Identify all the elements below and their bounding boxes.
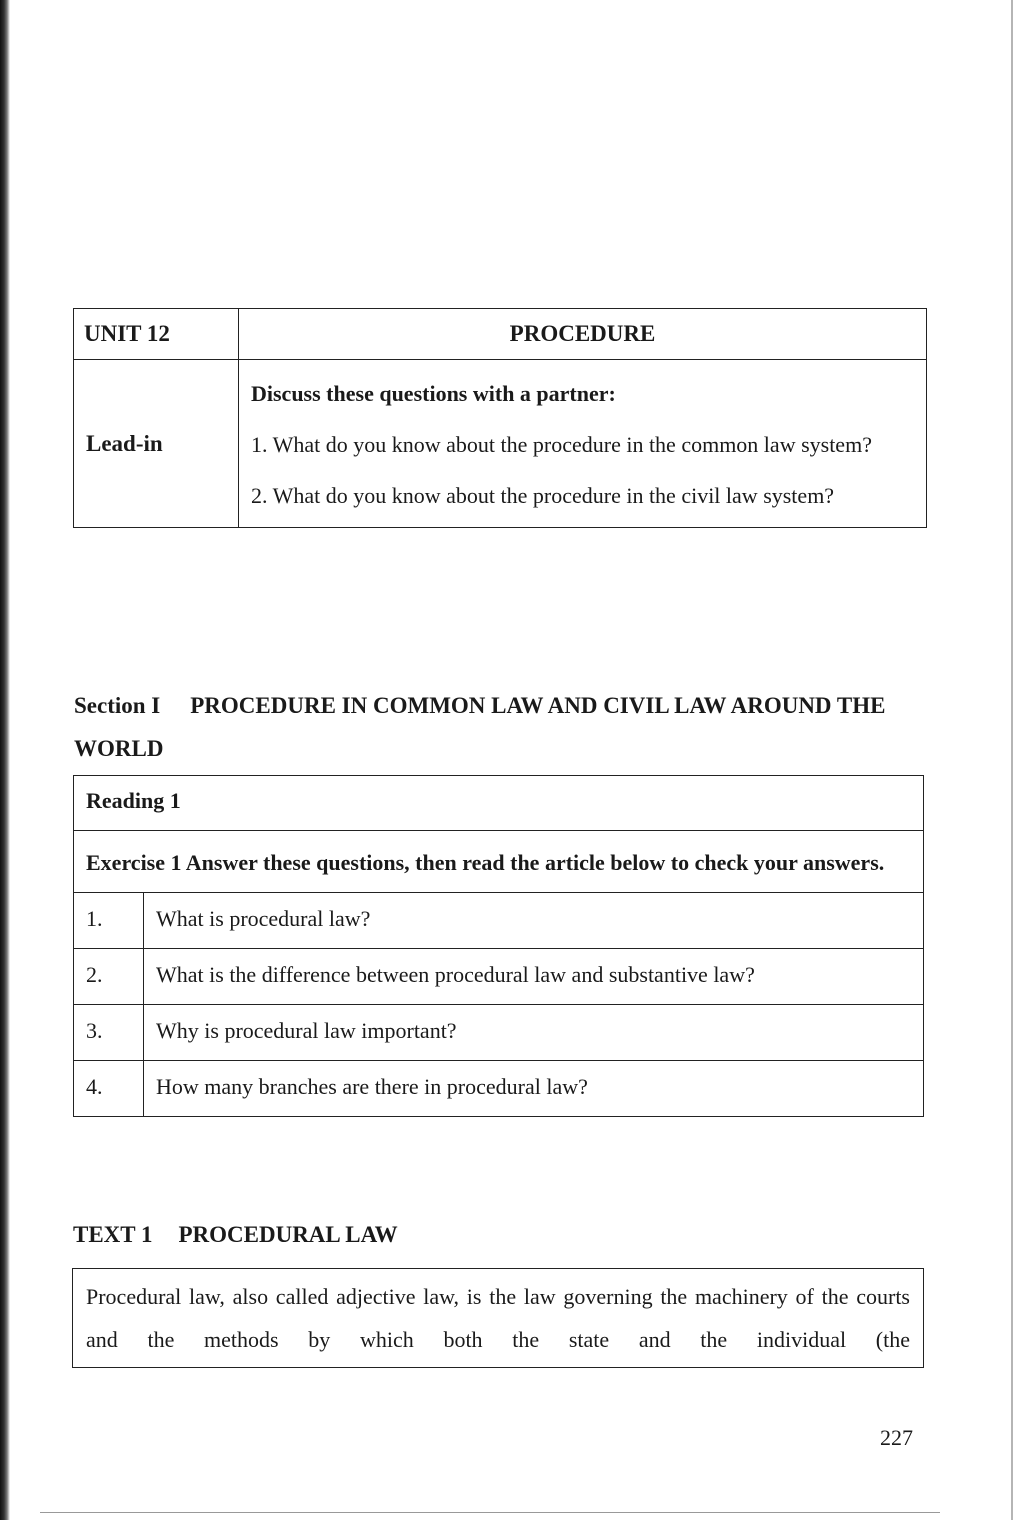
- leadin-question: 2. What do you know about the procedure in the civil law system?: [251, 483, 835, 508]
- leadin-row: [74, 360, 927, 528]
- exercise-row: [74, 831, 924, 893]
- text-heading: [73, 1222, 398, 1248]
- question-number: 3.: [74, 1005, 144, 1061]
- table-row: [74, 949, 924, 1005]
- page-number: 227: [880, 1425, 913, 1450]
- scan-left-edge: [0, 0, 10, 1520]
- question-text: How many branches are there in procedural law?: [144, 1061, 924, 1117]
- exercise-instruction: Exercise 1 Answer these questions, then read the article below to check your answers.: [74, 831, 924, 893]
- question-number: 4.: [74, 1061, 144, 1117]
- reading-table: [73, 775, 924, 1117]
- unit-header-row: [74, 309, 927, 360]
- question-text: What is procedural law?: [144, 893, 924, 949]
- leadin-label: Lead-in: [74, 360, 239, 528]
- passage-box: [72, 1268, 924, 1368]
- leadin-question: 1. What do you know about the procedure in the common law system?: [251, 432, 872, 457]
- bottom-rule: [40, 1512, 940, 1513]
- section-title: PROCEDURE IN COMMON LAW AND CIVIL LAW AROUND THE WORLD: [74, 693, 886, 761]
- scan-right-edge: [1011, 0, 1013, 1520]
- question-text: Why is procedural law important?: [144, 1005, 924, 1061]
- question-number: 2.: [74, 949, 144, 1005]
- question-number: 1.: [74, 893, 144, 949]
- section-number: Section I: [74, 693, 161, 718]
- leadin-body: [239, 360, 927, 528]
- unit-number: UNIT 12: [74, 309, 239, 360]
- text-number: TEXT 1: [73, 1222, 153, 1247]
- leadin-prompt: Discuss these questions with a partner:: [251, 381, 616, 406]
- reading-title: Reading 1: [74, 776, 924, 831]
- text-title: PROCEDURAL LAW: [178, 1222, 398, 1247]
- table-row: [74, 893, 924, 949]
- unit-table: [73, 308, 927, 528]
- passage-text: Procedural law, also called adjective law, is the law governing the machinery of the courts and the methods by which both the state and the individual (the: [86, 1284, 910, 1352]
- table-row: [74, 1061, 924, 1117]
- unit-title: PROCEDURE: [239, 309, 927, 360]
- reading-title-row: [74, 776, 924, 831]
- section-heading: [74, 684, 934, 770]
- question-text: What is the difference between procedural law and substantive law?: [144, 949, 924, 1005]
- table-row: [74, 1005, 924, 1061]
